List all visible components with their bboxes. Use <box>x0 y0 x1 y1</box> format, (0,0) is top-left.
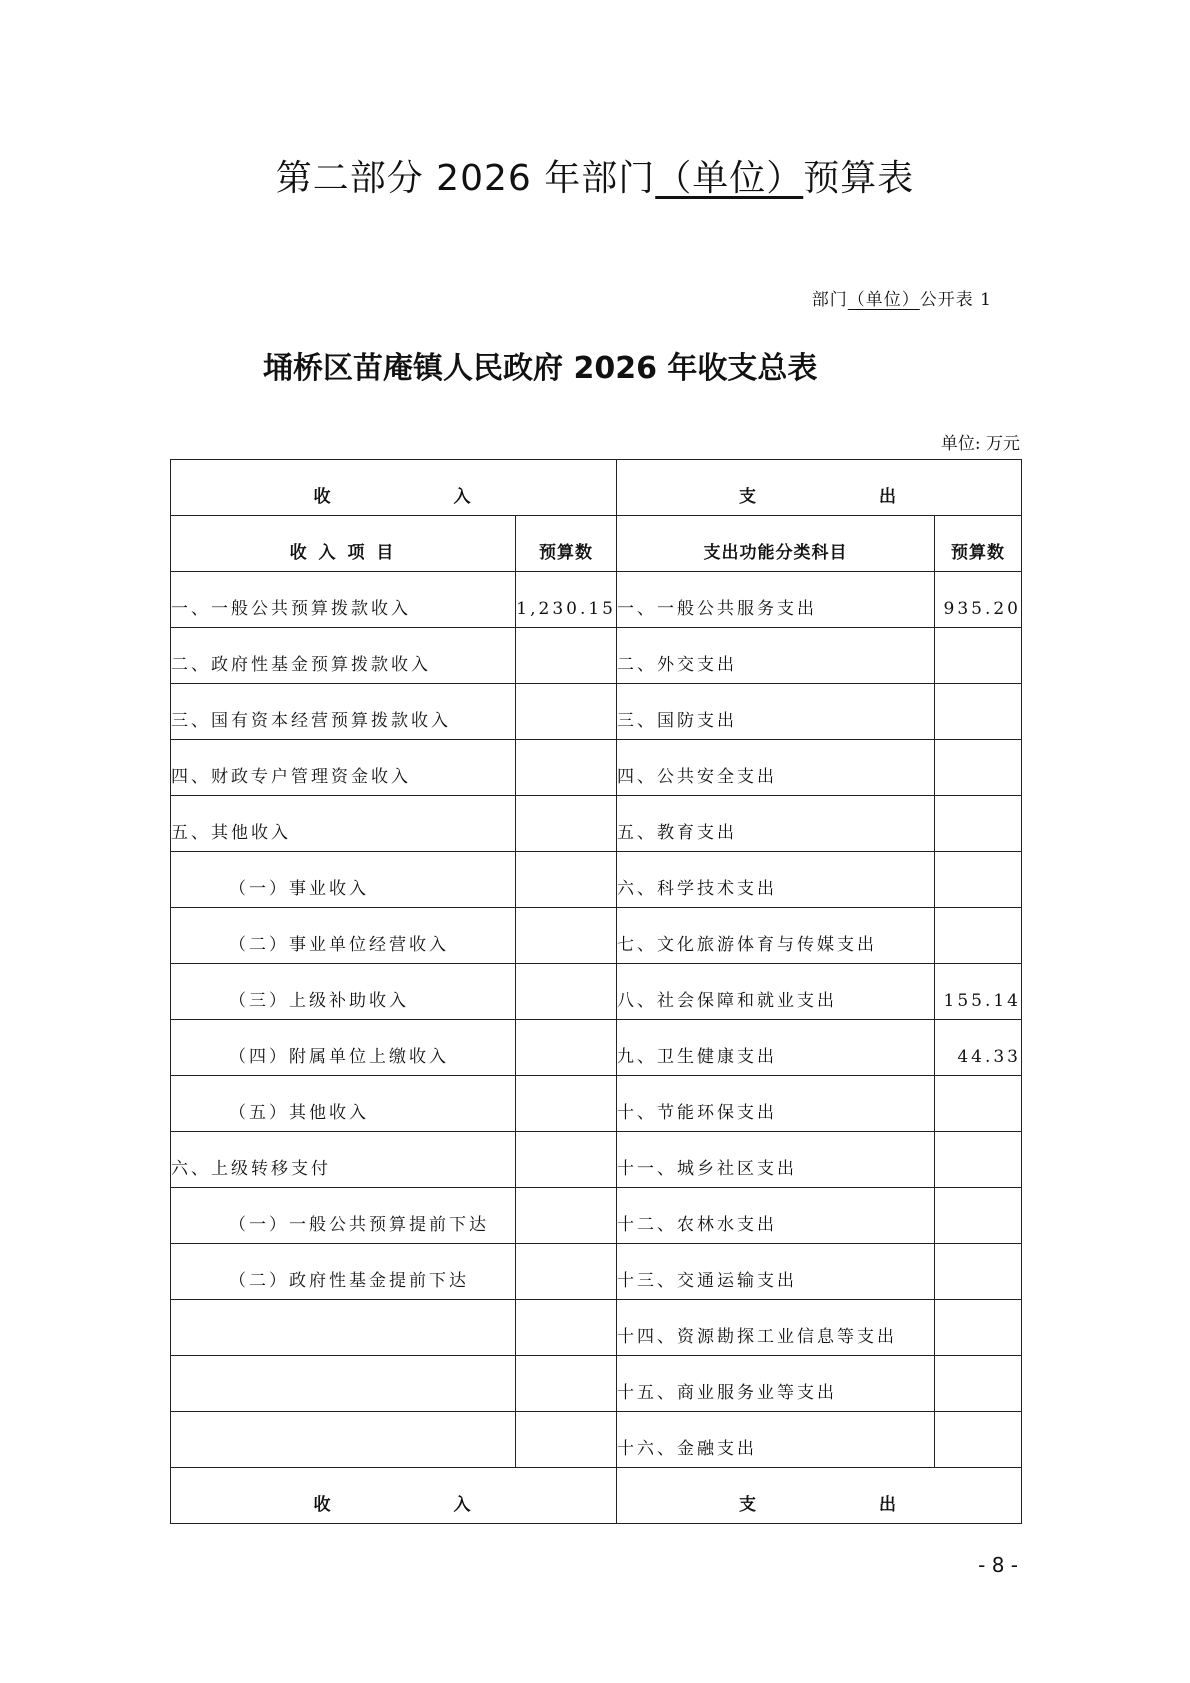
expense-item-cell: 十四、资源勘探工业信息等支出 <box>617 1300 935 1356</box>
expense-item-cell: 十、节能环保支出 <box>617 1076 935 1132</box>
expense-item-cell: 十二、农林水支出 <box>617 1188 935 1244</box>
expense-amount-cell <box>935 796 1022 852</box>
footer-row <box>171 1468 1022 1524</box>
table-row <box>171 740 1022 796</box>
income-amount-cell <box>516 628 617 684</box>
income-item-cell: （五）其他收入 <box>171 1076 516 1132</box>
expense-amount-cell <box>935 1412 1022 1468</box>
table-title: 埇桥区苗庵镇人民政府 2026 年收支总表 <box>263 351 818 386</box>
expense-header <box>617 460 1022 516</box>
income-amount-cell: 1,230.15 <box>516 572 617 628</box>
table-row <box>171 1356 1022 1412</box>
income-item-cell: （二）政府性基金提前下达 <box>171 1244 516 1300</box>
table-row <box>171 684 1022 740</box>
table-row <box>171 1188 1022 1244</box>
table-row <box>171 628 1022 684</box>
table-row <box>171 1076 1022 1132</box>
page-number: - 8 - <box>978 1553 1018 1577</box>
expense-item-cell: 九、卫生健康支出 <box>617 1020 935 1076</box>
expense-amount-cell <box>935 908 1022 964</box>
income-header <box>171 460 617 516</box>
income-item-cell <box>171 1300 516 1356</box>
income-item-cell: （一）事业收入 <box>171 852 516 908</box>
expense-header-a: 支 <box>739 487 759 507</box>
expense-item-cell: 十一、城乡社区支出 <box>617 1132 935 1188</box>
expense-item-cell: 四、公共安全支出 <box>617 740 935 796</box>
unit-label: 单位: 万元 <box>940 434 1020 454</box>
income-item-cell: 五、其他收入 <box>171 796 516 852</box>
income-amount-cell <box>516 740 617 796</box>
income-item-cell: 二、政府性基金预算拨款收入 <box>171 628 516 684</box>
expense-amount-cell <box>935 1132 1022 1188</box>
expense-item-cell: 五、教育支出 <box>617 796 935 852</box>
table-number-prefix: 部门 <box>811 290 848 310</box>
income-amount-cell <box>516 964 617 1020</box>
expense-item-cell: 六、科学技术支出 <box>617 852 935 908</box>
income-amount-header: 预算数 <box>516 516 617 572</box>
income-amount-cell <box>516 1300 617 1356</box>
expense-item-cell: 三、国防支出 <box>617 684 935 740</box>
expense-footer <box>617 1468 1022 1524</box>
table-row <box>171 1020 1022 1076</box>
table-row <box>171 964 1022 1020</box>
budget-table <box>170 459 1022 1524</box>
income-amount-cell <box>516 1020 617 1076</box>
income-item-cell: （三）上级补助收入 <box>171 964 516 1020</box>
expense-item-cell: 八、社会保障和就业支出 <box>617 964 935 1020</box>
header-row-2 <box>171 516 1022 572</box>
table-number-suffix: 公开表 1 <box>919 290 992 310</box>
table-row <box>171 1132 1022 1188</box>
income-amount-cell <box>516 1356 617 1412</box>
income-item-cell <box>171 1356 516 1412</box>
expense-amount-cell <box>935 740 1022 796</box>
expense-amount-cell <box>935 1188 1022 1244</box>
expense-amount-cell <box>935 1076 1022 1132</box>
table-row <box>171 796 1022 852</box>
table-row <box>171 1412 1022 1468</box>
income-item-cell: 六、上级转移支付 <box>171 1132 516 1188</box>
table-number <box>812 285 992 310</box>
income-amount-cell <box>516 1188 617 1244</box>
part-title-prefix: 第二部分 2026 年部门 <box>275 158 656 199</box>
table-row <box>171 852 1022 908</box>
table-row <box>171 1300 1022 1356</box>
income-amount-cell <box>516 1412 617 1468</box>
expense-item-cell: 十三、交通运输支出 <box>617 1244 935 1300</box>
expense-amount-cell <box>935 684 1022 740</box>
income-footer-a: 收 <box>313 1495 334 1515</box>
income-item-cell <box>171 1412 516 1468</box>
income-item-cell: 一、一般公共预算拨款收入 <box>171 572 516 628</box>
expense-item-header: 支出功能分类科目 <box>617 516 935 572</box>
expense-item-cell: 十六、金融支出 <box>617 1412 935 1468</box>
header-row-1 <box>171 460 1022 516</box>
expense-amount-cell <box>935 1244 1022 1300</box>
income-header-a: 收 <box>313 487 334 507</box>
expense-amount-cell: 155.14 <box>935 964 1022 1020</box>
table-number-underlined: （单位） <box>847 290 920 310</box>
table-row <box>171 1244 1022 1300</box>
expense-amount-header: 预算数 <box>935 516 1022 572</box>
expense-amount-cell <box>935 628 1022 684</box>
income-item-cell: 四、财政专户管理资金收入 <box>171 740 516 796</box>
table-row <box>171 908 1022 964</box>
income-item-header: 收 入 项 目 <box>171 516 516 572</box>
income-footer-b: 入 <box>453 1495 474 1515</box>
income-amount-cell <box>516 1076 617 1132</box>
part-title-underlined: （单位） <box>655 158 804 199</box>
income-amount-cell <box>516 1132 617 1188</box>
income-footer <box>171 1468 617 1524</box>
expense-amount-cell <box>935 1356 1022 1412</box>
income-amount-cell <box>516 908 617 964</box>
income-amount-cell <box>516 852 617 908</box>
income-amount-cell <box>516 684 617 740</box>
income-item-cell: （一）一般公共预算提前下达 <box>171 1188 516 1244</box>
part-title <box>0 150 1190 201</box>
table-row <box>171 572 1022 628</box>
expense-header-b: 出 <box>879 487 899 507</box>
expense-item-cell: 七、文化旅游体育与传媒支出 <box>617 908 935 964</box>
part-title-suffix: 预算表 <box>803 158 915 199</box>
income-item-cell: （二）事业单位经营收入 <box>171 908 516 964</box>
expense-amount-cell <box>935 852 1022 908</box>
income-header-b: 入 <box>453 487 474 507</box>
expense-footer-a: 支 <box>739 1495 759 1515</box>
income-amount-cell <box>516 1244 617 1300</box>
expense-footer-b: 出 <box>879 1495 899 1515</box>
expense-amount-cell: 44.33 <box>935 1020 1022 1076</box>
income-item-cell: （四）附属单位上缴收入 <box>171 1020 516 1076</box>
expense-item-cell: 二、外交支出 <box>617 628 935 684</box>
expense-item-cell: 一、一般公共服务支出 <box>617 572 935 628</box>
expense-amount-cell <box>935 1300 1022 1356</box>
expense-item-cell: 十五、商业服务业等支出 <box>617 1356 935 1412</box>
expense-amount-cell: 935.20 <box>935 572 1022 628</box>
income-item-cell: 三、国有资本经营预算拨款收入 <box>171 684 516 740</box>
income-amount-cell <box>516 796 617 852</box>
